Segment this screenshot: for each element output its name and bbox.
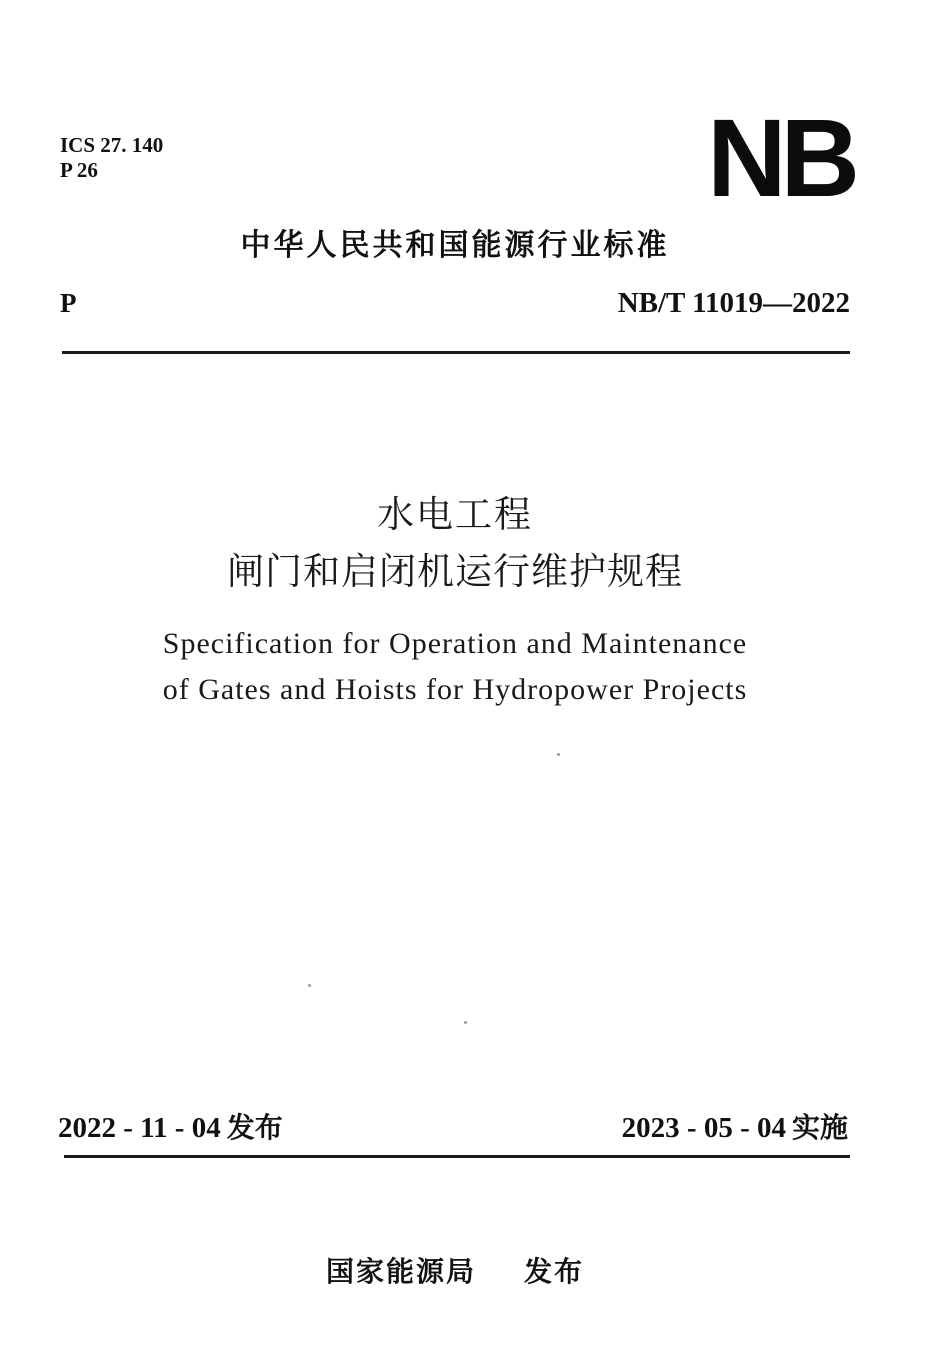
implementation-date-value: 2023 - 05 - 04 (621, 1112, 786, 1144)
issuer-name: 国家能源局 (325, 1255, 476, 1288)
document-title-en-line1: Specification for Operation and Maintenance (162, 627, 748, 660)
ccs-code: P 26 (60, 158, 98, 182)
issue-date-value: 2022 - 11 - 04 (58, 1112, 221, 1144)
issuer-line (0, 1253, 910, 1291)
issuer-publish-word: 发布 (524, 1255, 585, 1288)
ics-code: ICS 27. 140 (60, 133, 164, 157)
implementation-date (622, 1109, 848, 1147)
scan-speck (557, 753, 560, 756)
scan-speck (308, 984, 311, 987)
top-divider (62, 351, 850, 354)
issue-date (58, 1109, 283, 1147)
document-title-cn-line1: 水电工程 (377, 493, 533, 536)
issue-date-label: 发布 (226, 1111, 283, 1144)
bottom-divider (64, 1155, 850, 1158)
standard-type-title: 中华人民共和国能源行业标准 (240, 228, 670, 263)
document-title-cn-line2: 闸门和启闭机运行维护规程 (227, 550, 683, 593)
nb-logo: NB (707, 97, 854, 220)
implementation-date-label: 实施 (791, 1111, 848, 1144)
standard-number: NB/T 11019—2022 (617, 287, 850, 319)
scan-speck (464, 1021, 467, 1024)
category-letter: P (60, 288, 77, 318)
document-title-en-line2: of Gates and Hoists for Hydropower Projects (162, 673, 748, 706)
